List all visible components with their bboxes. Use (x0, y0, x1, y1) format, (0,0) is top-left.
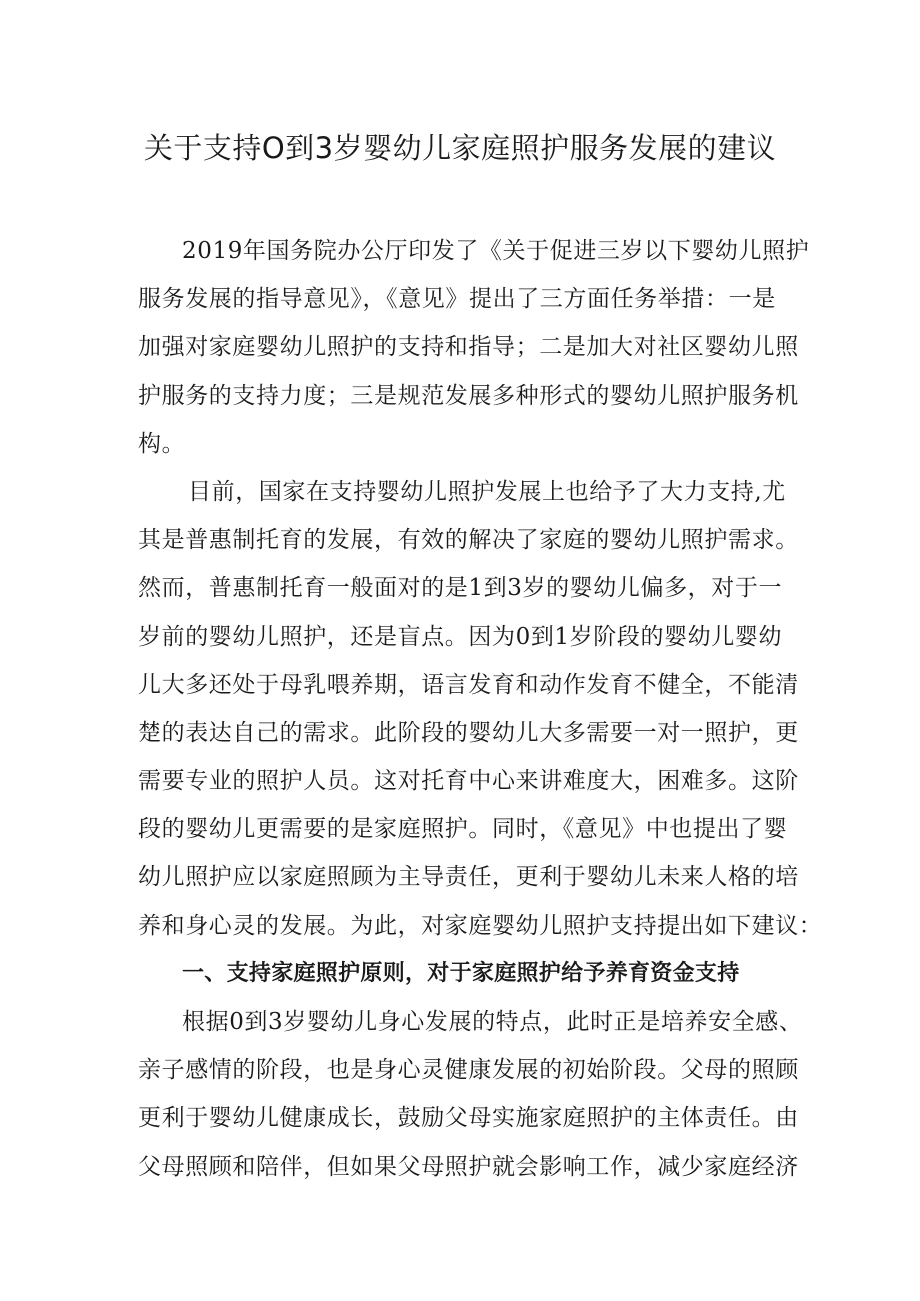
paragraph-line: 段的婴幼儿更需要的是家庭照护。同时，《意见》中也提出了婴 (138, 816, 788, 843)
paragraph-1 (138, 227, 810, 468)
paragraph-line: 儿大多还处于母乳喂养期，语言发育和动作发育不健全，不能清 (138, 671, 799, 698)
section-heading: 一、支持家庭照护原则，对于家庭照护给予养育资金支持 (182, 960, 740, 986)
paragraph-line: 2019年国务院办公厅印发了《关于促进三岁以下婴幼儿照护 (182, 238, 810, 264)
paragraph-line: 岁前的婴幼儿照护，还是盲点。因为0到1岁阶段的婴幼儿婴幼 (138, 623, 783, 650)
paragraph-2 (138, 468, 823, 950)
paragraph-line: 亲子感情的阶段，也是身心灵健康发展的初始阶段。父母的照顾 (138, 1057, 799, 1084)
paragraph-line: 父母照顾和陪伴，但如果父母照护就会影响工作，减少家庭经济 (138, 1153, 799, 1180)
paragraph-line: 护服务的支持力度；三是规范发展多种形式的婴幼儿照护服务机 (138, 382, 799, 409)
paragraph-line: 构。 (138, 430, 186, 457)
paragraph-line: 幼儿照护应以家庭照顾为主导责任，更利于婴幼儿未来人格的培 (138, 864, 799, 891)
paragraph-line: 加强对家庭婴幼儿照护的支持和指导；二是加大对社区婴幼儿照 (138, 334, 799, 361)
paragraph-line: 目前，国家在支持婴幼儿照护发展上也给予了大力支持,尤 (188, 478, 786, 505)
paragraph-line: 服务发展的指导意见》，《意见》提出了三方面任务举措：一是 (138, 286, 776, 313)
paragraph-line: 需要专业的照护人员。这对托育中心来讲难度大，困难多。这阶 (138, 768, 799, 795)
paragraph-3 (138, 998, 803, 1191)
paragraph-line: 根据0到3岁婴幼儿身心发展的特点，此时正是培养安全感、 (182, 1009, 803, 1035)
paragraph-line: 养和身心灵的发展。为此，对家庭婴幼儿照护支持提出如下建议： (138, 912, 823, 939)
paragraph-line: 楚的表达自己的需求。此阶段的婴幼儿大多需要一对一照护，更 (138, 719, 799, 746)
paragraph-line: 然而，普惠制托育一般面对的是1到3岁的婴幼儿偏多，对于一 (138, 575, 783, 602)
document-title: 关于支持O到3岁婴幼儿家庭照护服务发展的建议 (143, 131, 777, 165)
paragraph-line: 更利于婴幼儿健康成长，鼓励父母实施家庭照护的主体责任。由 (138, 1105, 799, 1132)
paragraph-line: 其是普惠制托育的发展，有效的解决了家庭的婴幼儿照护需求。 (138, 527, 799, 554)
document-body (138, 227, 823, 1191)
